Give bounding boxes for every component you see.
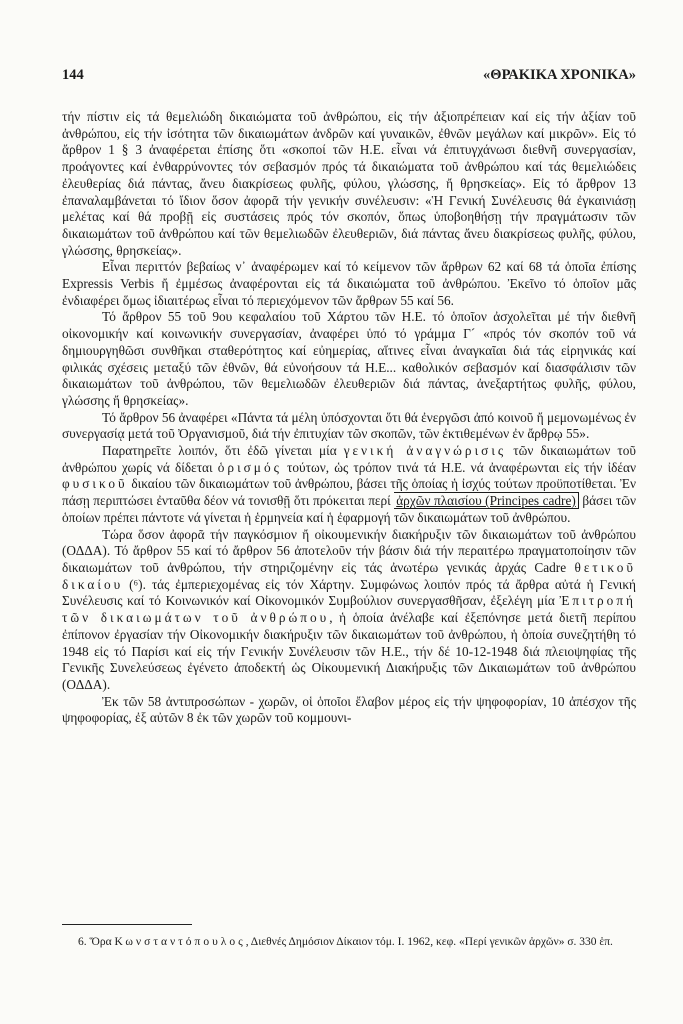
footnote-6 <box>62 935 636 950</box>
text-run: , Διεθνές Δημόσιον Δίκαιον τόμ. Ι. 1962, κεφ. «Περί γενικῶν ἀρχῶν» σ. 330 ἑπ. <box>245 936 613 948</box>
text-run: δικαίου τῶν δικαιωμάτων τοῦ ἀνθρώπου, βάσει τῆς ὁποίας ἡ ἰσχύς τούτων προϋποτίθεται. Ἐν πάσῃ περιπτώσει ἐνταῦθα δέον νά τονισθῇ ὅτι πρόκειται περί <box>62 476 636 509</box>
footnote <box>62 935 636 950</box>
paragraph-4: Τό ἄρθρον 56 ἀναφέρει «Πάντα τά μέλη ὑπόσχονται ὅτι θά ἐνεργῶσι ἀπό κοινοῦ ἤ μεμονωμένως ἐν συνεργασίᾳ μετά τοῦ Ὀργανισμοῦ, διά τήν ἐπιτυχίαν τῶν σκοπῶν, τῶν ἐκτιθεμένων ἐν ἄρθρῳ 55». <box>62 409 636 442</box>
text-run: 6. Ὅρα <box>78 936 115 948</box>
text-run: Τώρα ὅσον ἀφορᾶ τήν παγκόσμιον ἤ οἰκουμενικήν διακήρυξιν τῶν δικαιωμάτων τοῦ ἀνθρώπου (ΟΔΔΑ). Τό ἄρθρον 55 καί τό ἄρθρον 56 ἀποτελοῦν τήν βάσιν διά τήν περαιτέρω πραγματοποίησιν τῶν δικαιωμάτων τοῦ ἀνθρώπου, τήν στηριζομένην εἰς τάς ἀνωτέρω γενικάς ἀρχάς Cadre <box>62 526 636 575</box>
paragraph-1: τήν πίστιν εἰς τά θεμελιώδη δικαιώματα τοῦ ἀνθρώπου, εἰς τήν ἀξιοπρέπειαν καί εἰς τήν ἀξίαν τοῦ ἀνθρώπου, εἰς τήν ἰσότητα τῶν δικαιωμάτων ἀνδρῶν καί γυναικῶν, ἐθνῶν μεγάλων καί μικρῶν». Εἰς τό ἄρθρον 1 § 3 ἀναφέρεται ἐπίσης ὅτι «σκοποί τῶν Η.Ε. εἶναι νά ἐπιτυγχάνωσι διεθνῆ συνεργασίαν, προάγοντες καί ἐνθαρρύνοντες τόν σεβασμόν πρός τά δικαιώματα τοῦ ἀνθρώπου καί τάς θεμελιώδεις ἐλευθερίας διά πάντας, ἄνευ διακρίσεως φυλῆς, φύλου, γλώσσης, ἤ θρησκείας». Εἰς τό ἄρθρον 13 ἐπαναλαμβάνεται τό ἴδιον ὅσον ἀφορᾶ τήν γενικήν συνέλευσιν: «Ἡ Γενική Συνέλευσις θά ἐγκαινιάσῃ μελέτας καί θά προβῇ εἰς συστάσεις πρός τόν σκοπόν, ὅπως ὑποβοηθήσῃ τήν πραγμάτωσιν τῶν δικαιωμάτων τοῦ ἀνθρώπου καί τῶν θεμελιωδῶν ἐλευθεριῶν, διά πάντας ἄνευ διακρίσεως φυλῆς, φύλου, γλώσσης, θρησκείας». <box>62 109 636 258</box>
text-run: τῶν δικαιωμάτων τοῦ ἀνθρώπου χωρίς νά δίδεται <box>62 443 636 475</box>
spaced-emphasis: φυσικοῦ <box>62 476 128 492</box>
paragraph-3: Τό ἄρθρον 55 τοῦ 9ου κεφαλαίου τοῦ Χάρτου τῶν Η.Ε. τό ὁποῖον ἀσχολεῖται μέ τήν διεθνῆ οἰκονομικήν καί κοινωνικήν συνεργασίαν, ἀναφέρει ὑπό τό γράμμα Γ´ «πρός τόν σκοπόν τοῦ νά δημιουργηθῶσι συνθῆκαι σταθερότητος καί εὐημερίας, αἵτινες εἶναι ἀναγκαῖαι διά τάς εἰρηνικάς καί φιλικάς σχέσεις μεταξύ τῶν ἐθνῶν, θά εὐνοήσουν τά Η.Ε... καθολικόν σεβασμόν καί διασφάλισιν τῶν δικαιωμάτων τοῦ ἀνθρώπου, τῶν θεμελιωδῶν ἐλευθεριῶν διά πάντας, ἀνεξαρτήτως φυλῆς, φύλου, γλώσσης ἤ θρησκείας». <box>62 309 636 408</box>
running-title: «ΘΡΑΚΙΚΑ ΧΡΟΝΙΚΑ» <box>483 67 636 83</box>
spaced-emphasis: γενική ἀναγνώρισις <box>343 443 507 459</box>
page-number: 144 <box>62 67 84 83</box>
paragraph-2: Εἶναι περιττόν βεβαίως ν᾽ ἀναφέρωμεν καί τό κείμενον τῶν ἄρθρων 62 καί 68 τά ὁποῖα ἐπίσης Expressis Verbis ἤ ἐμμέσως ἀναφέρονται εἰς τά δικαιώματα τοῦ ἀνθρώπου. Ἐκεῖνο τό ὁποῖον μᾶς ἐνδιαφέρει ὅμως ἰδιαιτέρως εἶναι τό περιεχόμενον τῶν ἄρθρων 55 καί 56. <box>62 259 636 308</box>
text-run: βάσει τῶν ὁποίων πρέπει πάντοτε νά γίνεται ἡ ἑρμηνεία καί ἡ ἐφαρμογή τῶν δικαιωμάτων τοῦ ἀνθρώπου. <box>62 493 636 525</box>
text-run: Παρατηρεῖτε λοιπόν, ὅτι ἐδῶ γίνεται μία <box>102 443 344 459</box>
text-run: (⁶). τάς ἐμπεριεχομένας εἰς τόν Χάρτην. Συμφώνως λοιπόν πρός τά ἄρθρα αὐτά ἡ Γενική Συνέλευσις καί τό Κοινωνικόν καί Οἰκονομικόν Συμβούλιον συνεργασθῆσαν, ἐξελέγη μία <box>62 576 636 609</box>
footnote-divider <box>62 924 192 925</box>
spaced-emphasis: θετικοῦ δικαίου <box>62 559 636 592</box>
text-run: τούτων, ὡς τρόπον τινά τά Η.Ε. νά ἀναφέρωνται εἰς τήν ἰδέαν <box>281 459 636 475</box>
paragraph-5 <box>62 443 636 527</box>
running-header <box>62 67 636 84</box>
spaced-author: Κωνσταντόπουλος <box>114 936 246 948</box>
spaced-emphasis: ὁρισμός <box>217 459 282 475</box>
spaced-emphasis: Ἐπιτροπή τῶν δικαιωμάτων τοῦ ἀνθρώπου <box>62 593 636 626</box>
text-run: , ἡ ὁποία ἀνέλαβε καί ἐξεπόνησε μετά διετῆ περίπου ἐπίπονον ἐργασίαν τήν Οἰκονομικήν διακήρυξιν τῶν δικαιωμάτων τοῦ ἀνθρώπου, ἡ ὁποία συνεζητήθη τό 1948 εἰς τό Παρίσι καί εἰς τήν Γενικήν Συνέλευσιν τῶν Η.Ε., τήν δέ 10-12-1948 διά πλειοψηφίας τῆς Γενικῆς Συνελεύσεως ἐγένετο ἀποδεκτή ὡς Οἰκουμενική Διακήρυξις τῶν Δικαιωμάτων τοῦ ἀνθρώπου (ΟΔΔΑ). <box>62 610 636 692</box>
paragraph-7: Ἐκ τῶν 58 ἀντιπροσώπων - χωρῶν, οἱ ὁποῖοι ἔλαβον μέρος εἰς τήν ψηφοφορίαν, 10 ἀπέσχον τῆς ψηφοφορίας, ἐξ αὐτῶν 8 ἐκ τῶν χωρῶν τοῦ κομμουνι- <box>62 693 636 726</box>
main-text <box>62 109 636 727</box>
underlined-principes-cadre: ἀρχῶν πλαισίου (Principes cadre) <box>394 492 579 509</box>
paragraph-6 <box>62 527 636 694</box>
